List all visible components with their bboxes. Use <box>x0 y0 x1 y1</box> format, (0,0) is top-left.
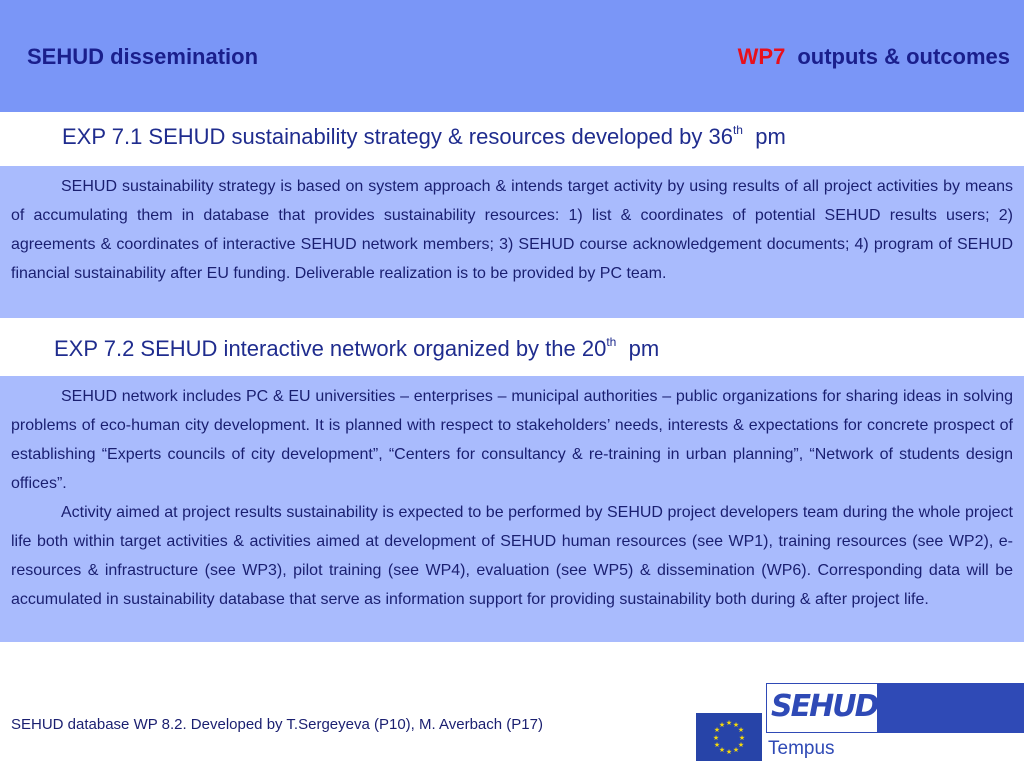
svg-text:★: ★ <box>732 746 740 754</box>
exp1-panel <box>0 166 1024 318</box>
svg-text:★: ★ <box>725 748 733 756</box>
section-title <box>738 44 1010 70</box>
svg-text:★: ★ <box>737 726 745 734</box>
sehud-logo <box>766 683 878 733</box>
exp1-heading-sup: th <box>732 122 743 137</box>
exp2-heading-suffix: pm <box>628 336 660 361</box>
svg-text:★: ★ <box>737 741 745 749</box>
svg-text:★: ★ <box>732 721 740 729</box>
footer-credits: SEHUD database WP 8.2. Developed by T.Sergeyeva (P10), M. Averbach (P17) <box>11 716 543 733</box>
exp2-panel <box>0 376 1024 642</box>
exp2-heading-sup: th <box>606 334 617 349</box>
logo-strip <box>878 683 1024 733</box>
exp2-heading-text: EXP 7.2 SEHUD interactive network organized by the 20 <box>54 336 607 361</box>
svg-text:★: ★ <box>712 734 720 742</box>
header-band <box>0 0 1024 112</box>
exp2-heading <box>54 336 659 362</box>
sehud-logo-text: SEHUD <box>771 689 878 724</box>
svg-text:★: ★ <box>718 746 726 754</box>
svg-text:★: ★ <box>718 721 726 729</box>
exp2-paragraph-1: SEHUD network includes PC & EU universities – enterprises – municipal authorities – public organizations for sharing ideas in solving problems of eco-human city development. It is planned with respect to stakeholders’ needs, interests & expectations for concrete prospect of establishing “Experts councils of city development”, “Centers for consultancy & re-training in urban planning”, “Network of students design offices”. <box>11 388 1013 492</box>
eu-flag-icon <box>696 713 762 761</box>
svg-text:★: ★ <box>713 726 721 734</box>
svg-text:★: ★ <box>713 741 721 749</box>
wp-label: WP7 <box>737 44 786 69</box>
exp1-paragraph: SEHUD sustainability strategy is based on system approach & intends target activity by using results of all project activities by means of accumulating them in database that provides sustainability resources: 1) list & coordinates of potential SEHUD results users; 2) agreements & coordinates of interactive SEHUD network members; 3) SEHUD course acknowledgement documents; 4) program of SEHUD financial sustainability after EU funding. Deliverable realization is to be provided by PC team. <box>11 178 1013 282</box>
section-subtitle: outputs & outcomes <box>797 44 1010 69</box>
exp1-heading-suffix: pm <box>755 124 786 149</box>
exp1-heading-text: EXP 7.1 SEHUD sustainability strategy & resources developed by 36 <box>62 124 733 149</box>
exp2-paragraph-2: Activity aimed at project results sustainability is expected to be performed by SEHUD project developers team during the whole project life both within target activities & activities aimed at development of SEHUD human resources (see WP1), training resources (see WP2), e-resources & infrastructure (see WP3), pilot training (see WP4), evaluation (see WP5) & dissemination (WP6). Corresponding data will be accumulated in sustainability database that serve as information support for providing sustainability both during & after project life. <box>11 504 1013 608</box>
svg-text:★: ★ <box>725 719 733 727</box>
svg-text:★: ★ <box>738 734 746 742</box>
page-title: SEHUD dissemination <box>27 44 259 69</box>
tempus-label: Tempus <box>768 738 835 759</box>
exp1-heading <box>62 124 786 150</box>
